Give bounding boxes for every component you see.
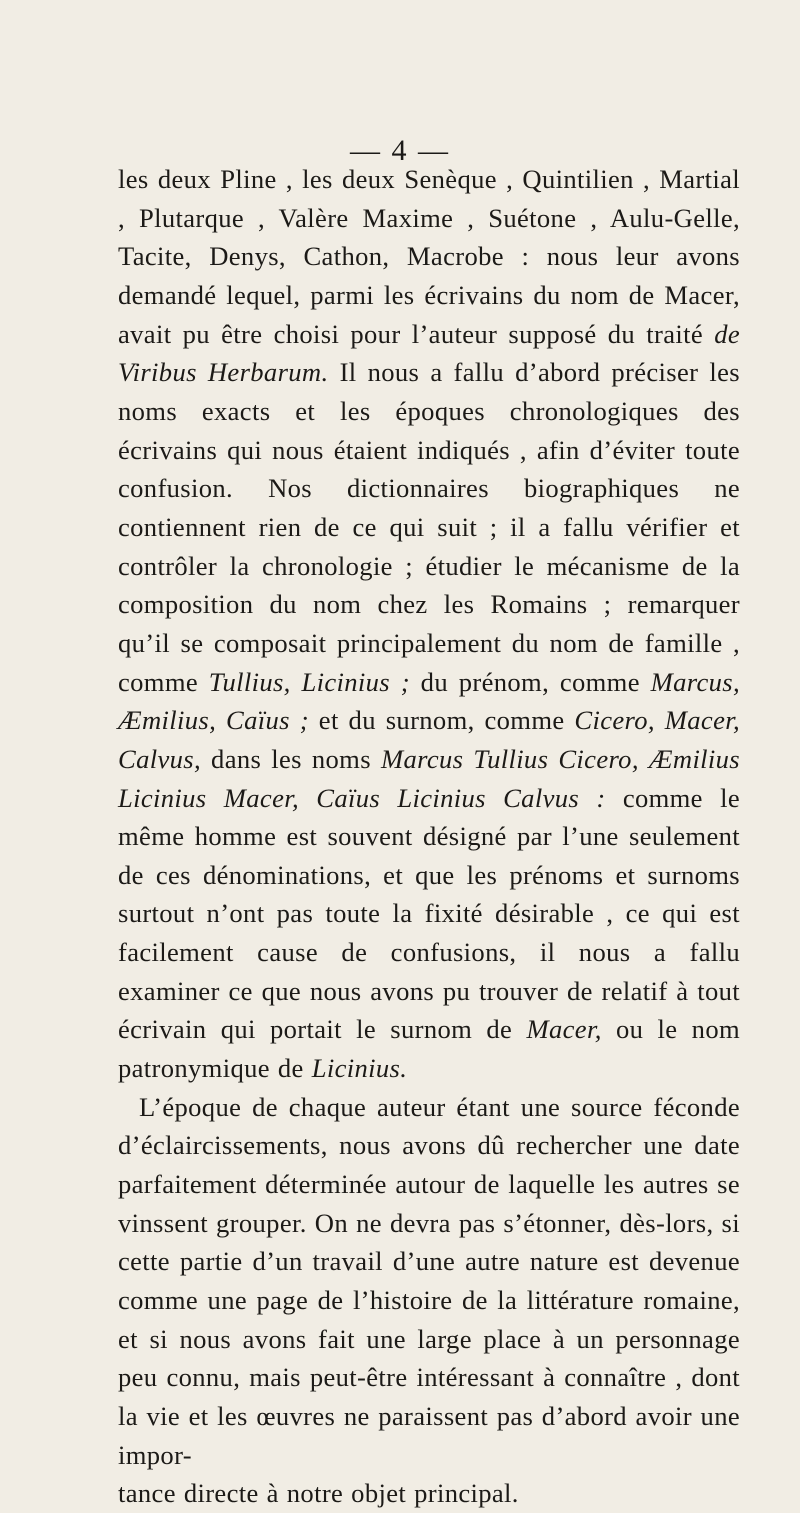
treatise-title: de Viribus Herbarum.	[118, 318, 740, 388]
paragraph-1-text-a: les deux Pline , les deux Senèque , Quintilien , Martial , Plutarque , Valère Maxime , Suétone , Aulu-Gelle, Tacite, Denys, Cathon, Macrobe : nous leur avons demandé lequel, parmi les écrivains du nom de Macer, avait pu être choisi pour l’auteur supposé du traité	[118, 164, 740, 349]
patronymic-licinius: Licinius.	[311, 1053, 408, 1084]
cognomen-examples: Cicero, Macer, Calvus,	[118, 705, 740, 774]
full-roman-names: Marcus Tullius Cicero, Æmilius Licinius Macer, Caïus Licinius Calvus :	[118, 743, 741, 813]
paragraph-1-text-e: dans les noms	[200, 743, 381, 774]
paragraph-1-text-d: et du surnom, comme	[308, 705, 575, 736]
paragraph-1-text-f: comme le même homme est souvent désigné par l’une seulement de ces dénominations, et que les prénoms et surnoms surtout n’ont pas toute la fixité désirable , ce qui est facilement cause de confusions, il nous a fallu examiner ce que nous avons pu trouver de relatif à tout écrivain qui portait le surnom de	[118, 782, 740, 1045]
paragraph-1-text-g: ou le nom patronymique de	[118, 1014, 740, 1084]
paragraph-2-last-line: tance directe à notre objet principal.	[118, 1478, 519, 1509]
paragraph-2-text: L’époque de chaque auteur étant une source féconde d’éclaircissements, nous avons dû rechercher une date parfaitement déterminée autour de laquelle les autres se vinssent grouper. On ne devra pas s’étonner, dès-lors, si cette partie d’un travail d’une autre nature est devenue comme une page de l’histoire de la littérature romaine, et si nous avons fait une large place à un personnage peu connu, mais peut-être intéressant à connaître , dont la vie et les œuvres ne paraissent pas d’abord avoir une impor-	[118, 1091, 740, 1470]
surname-macer: Macer,	[526, 1014, 602, 1045]
nomen-examples: Tullius, Licinius ;	[208, 666, 410, 697]
praenomen-examples: Marcus, Æmilius, Caïus ;	[118, 666, 740, 736]
paragraph-1	[118, 160, 740, 1088]
paragraph-2	[118, 1088, 740, 1513]
paragraph-1-text-b: Il nous a fallu d’abord préciser les noms exacts et les époques chronologiques des écrivains qui nous étaient indiqués , afin d’éviter toute confusion. Nos dictionnaires biographiques ne contiennent rien de ce qui suit ; il a fallu vérifier et contrôler la chronologie ; étudier le mécanisme de la composition du nom chez les Romains ; remarquer qu’il se composait principalement du nom de famille , comme	[118, 357, 740, 697]
paragraph-1-text-c: du prénom, comme	[409, 666, 651, 697]
page-number: — 4 —	[350, 134, 450, 167]
